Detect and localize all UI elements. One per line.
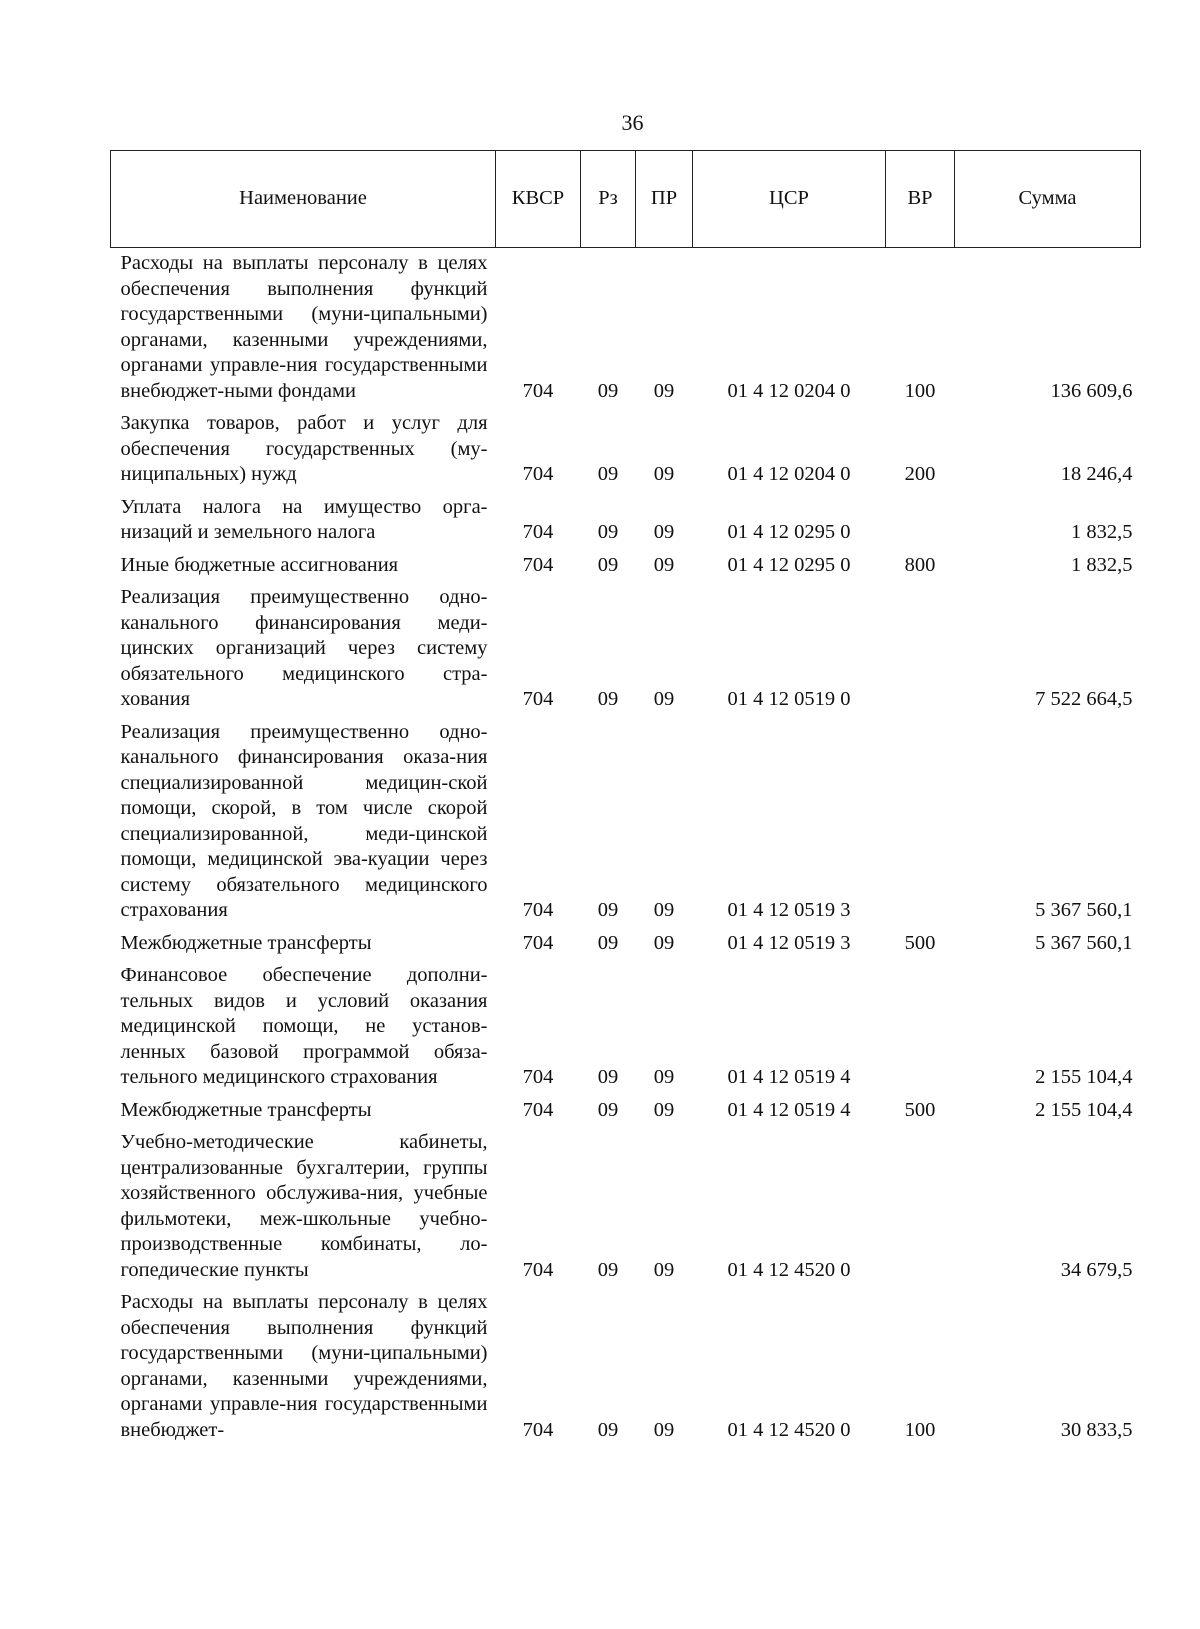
- row-name: Учебно-методические кабинеты, централизованные бухгалтерии, группы хозяйственного обслужива-ния, учебные фильмотеки, меж-школьные учебно-производственные комбинаты, ло-гопедические пункты: [120, 1131, 488, 1281]
- row-vr: 500: [904, 1098, 936, 1121]
- row-sum: 5 367 560,1: [1035, 931, 1133, 954]
- row-kvsr: 704: [522, 688, 554, 710]
- row-kvsr: 704: [522, 1066, 554, 1088]
- row-name: Межбюджетные трансферты: [120, 931, 372, 954]
- row-vr: [886, 960, 955, 1095]
- row-pr: 09: [653, 899, 675, 921]
- row-csr: 01 4 12 0204 0: [727, 379, 851, 402]
- table-row: [111, 582, 1141, 717]
- row-vr: [886, 582, 955, 717]
- table-row: [111, 248, 1141, 409]
- row-name: Расходы на выплаты персоналу в целях обеспечения выполнения функций государственными (муни-ципальными) органами, казенными учреждениями, органами управле-ния государственными внебюджет-: [120, 1291, 488, 1441]
- row-vr: 100: [904, 1418, 936, 1441]
- row-pr: 09: [653, 379, 675, 402]
- row-rz: 09: [597, 521, 619, 543]
- row-pr: 09: [653, 1066, 675, 1088]
- header-pr: ПР: [636, 151, 693, 248]
- row-name: Иные бюджетные ассигнования: [120, 553, 399, 576]
- header-name: Наименование: [111, 151, 496, 248]
- row-rz: 09: [597, 379, 619, 402]
- page-number: 36: [621, 110, 644, 135]
- row-rz: 09: [597, 931, 619, 954]
- row-pr: 09: [653, 553, 675, 576]
- row-csr: 01 4 12 4520 0: [727, 1418, 851, 1441]
- row-rz: 09: [597, 1418, 619, 1441]
- row-csr: 01 4 12 0295 0: [727, 521, 851, 543]
- row-name: Реализация преимущественно одно-канального финансирования меди-цинских организаций через систему обязательного медицинского стра-хования: [120, 586, 488, 710]
- row-sum: 7 522 664,5: [1035, 688, 1133, 710]
- row-kvsr: 704: [522, 379, 554, 402]
- row-rz: 09: [597, 1258, 619, 1281]
- row-rz: 09: [597, 899, 619, 921]
- row-name: Расходы на выплаты персоналу в целях обеспечения выполнения функций государственными (муни-ципальными) органами, казенными учреждениями, органами управле-ния государственными внебюджет-ными фондами: [120, 252, 488, 402]
- row-csr: 01 4 12 0519 3: [727, 931, 851, 954]
- row-kvsr: 704: [522, 931, 554, 954]
- row-csr: 01 4 12 0519 4: [727, 1066, 851, 1088]
- row-vr: [886, 492, 955, 550]
- row-csr: 01 4 12 0295 0: [727, 553, 851, 576]
- row-rz: 09: [597, 463, 619, 485]
- header-kvsr: КВСР: [496, 151, 581, 248]
- table-row: [111, 550, 1141, 583]
- row-pr: 09: [653, 688, 675, 710]
- row-sum: 5 367 560,1: [1035, 899, 1133, 921]
- row-sum: 1 832,5: [1071, 553, 1133, 576]
- row-pr: 09: [653, 521, 675, 543]
- header-vr: ВР: [886, 151, 955, 248]
- row-csr: 01 4 12 0519 3: [727, 899, 851, 921]
- row-csr: 01 4 12 0519 4: [727, 1098, 851, 1121]
- row-sum: 136 609,6: [1050, 379, 1133, 402]
- row-vr: 500: [904, 931, 936, 954]
- row-csr: 01 4 12 0204 0: [727, 463, 851, 485]
- row-sum: 1 832,5: [1071, 521, 1133, 543]
- table-header-row: [111, 151, 1141, 248]
- table-row: [111, 1287, 1141, 1447]
- table-row: [111, 492, 1141, 550]
- row-kvsr: 704: [522, 463, 554, 485]
- row-vr: 200: [904, 463, 936, 485]
- table-row: [111, 717, 1141, 928]
- row-pr: 09: [653, 1418, 675, 1441]
- row-name: Межбюджетные трансферты: [120, 1098, 372, 1121]
- row-kvsr: 704: [522, 1258, 554, 1281]
- row-csr: 01 4 12 0519 0: [727, 688, 851, 710]
- row-sum: 2 155 104,4: [1035, 1066, 1133, 1088]
- row-rz: 09: [597, 1098, 619, 1121]
- row-pr: 09: [653, 463, 675, 485]
- row-sum: 2 155 104,4: [1035, 1098, 1133, 1121]
- row-rz: 09: [597, 688, 619, 710]
- header-rz: Рз: [581, 151, 636, 248]
- row-kvsr: 704: [522, 1418, 554, 1441]
- row-kvsr: 704: [522, 899, 554, 921]
- table-row: [111, 928, 1141, 961]
- header-csr: ЦСР: [693, 151, 886, 248]
- row-name: Закупка товаров, работ и услуг для обеспечения государственных (му-ниципальных) нужд: [120, 412, 488, 485]
- row-vr: 800: [904, 553, 936, 576]
- row-csr: 01 4 12 4520 0: [727, 1258, 851, 1281]
- table-row: [111, 408, 1141, 492]
- row-pr: 09: [653, 1098, 675, 1121]
- table-row: [111, 960, 1141, 1095]
- table-row: [111, 1127, 1141, 1287]
- row-sum: 30 833,5: [1060, 1418, 1133, 1441]
- row-kvsr: 704: [522, 521, 554, 543]
- row-vr: [886, 717, 955, 928]
- row-rz: 09: [597, 553, 619, 576]
- row-name: Финансовое обеспечение дополни-тельных видов и условий оказания медицинской помощи, не установ-ленных базовой программой обяза-тельного медицинского страхования: [120, 964, 488, 1088]
- row-sum: 18 246,4: [1060, 463, 1133, 485]
- table-row: [111, 1095, 1141, 1128]
- row-vr: [886, 1127, 955, 1287]
- row-sum: 34 679,5: [1060, 1258, 1133, 1281]
- row-vr: 100: [904, 379, 936, 402]
- row-kvsr: 704: [522, 1098, 554, 1121]
- row-rz: 09: [597, 1066, 619, 1088]
- budget-table: [110, 150, 1141, 1447]
- row-name: Реализация преимущественно одно-канального финансирования оказа-ния специализированной медицин-ской помощи, скорой, в том числе скорой специализированной, меди-цинской помощи, медицинской эва-куации через систему обязательного медицинского страхования: [120, 720, 488, 921]
- row-kvsr: 704: [522, 553, 554, 576]
- header-sum: Сумма: [955, 151, 1141, 248]
- row-pr: 09: [653, 1258, 675, 1281]
- row-name: Уплата налога на имущество орга-низаций и земельного налога: [120, 495, 488, 543]
- row-pr: 09: [653, 931, 675, 954]
